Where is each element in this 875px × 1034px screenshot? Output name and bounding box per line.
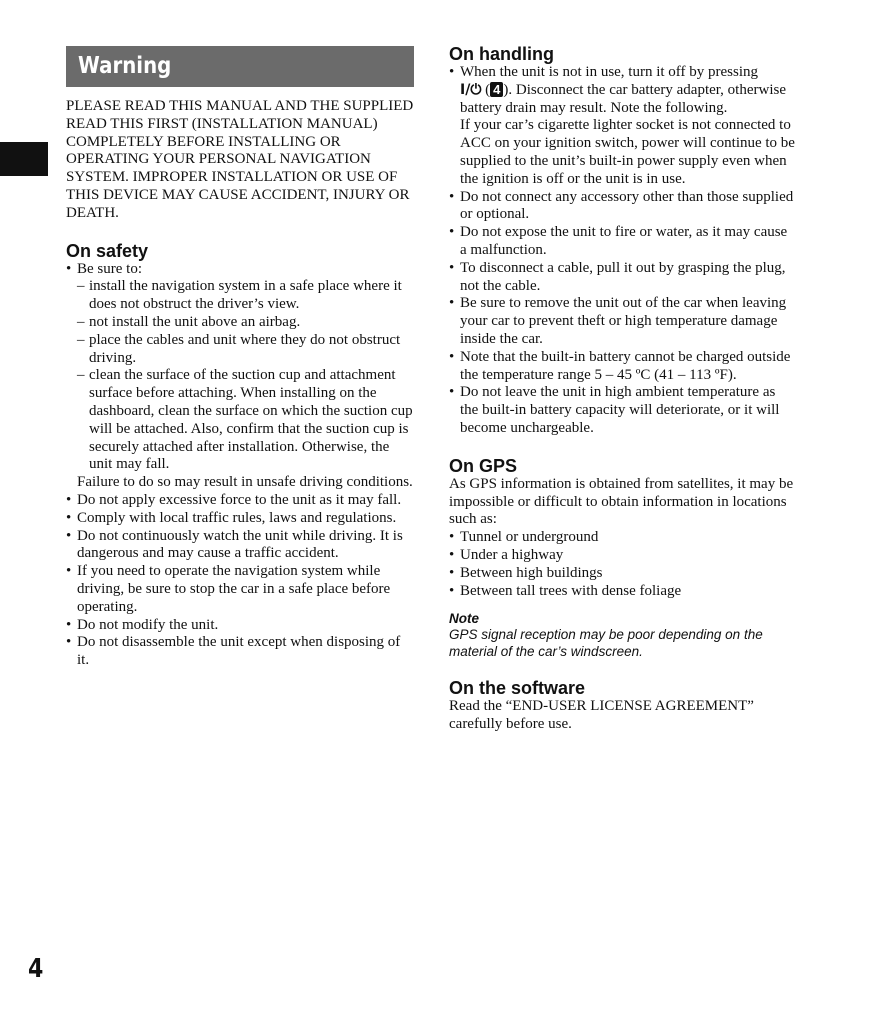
list-item: • Do not leave the unit in high ambient temperature as the built-in battery capacity will deteriorate, or it will become unchargeable. <box>449 384 797 437</box>
note-label: Note <box>449 611 479 627</box>
list-item: • Be sure to: <box>66 261 414 279</box>
section-heading: On handling <box>449 44 554 64</box>
software-text: Read the “END-USER LICENSE AGREEMENT” carefully before use. <box>449 698 754 733</box>
list-item: • Tunnel or underground <box>449 529 797 547</box>
safety-list-more <box>66 492 414 670</box>
handling-list <box>449 64 797 438</box>
section-on-gps <box>449 456 797 661</box>
list-item: • Do not apply excessive force to the unit as it may fall. <box>66 492 414 510</box>
right-column <box>449 44 797 734</box>
section-tab-marker <box>0 142 48 176</box>
key-number-badge: 4 <box>490 82 503 97</box>
note-text: GPS signal reception may be poor depending on the material of the car’s windscreen. <box>449 627 763 659</box>
power-icon: I/⏻ <box>460 81 482 98</box>
failure-text: Failure to do so may result in unsafe driving conditions. <box>77 474 413 491</box>
list-item: • If you need to operate the navigation system while driving, be sure to stop the car in a safe place before operating. <box>66 563 414 616</box>
list-item: • Do not modify the unit. <box>66 617 414 635</box>
section-on-safety <box>66 241 414 670</box>
list-item: • Do not connect any accessory other than those supplied or optional. <box>449 189 797 225</box>
list-item: • Note that the built-in battery cannot be charged outside the temperature range 5 – 45 ºC (41 – 113 ºF). <box>449 349 797 385</box>
section-heading: On GPS <box>449 455 518 476</box>
warning-text: PLEASE READ THIS MANUAL AND THE SUPPLIED READ THIS FIRST (INSTALLATION MANUAL) COMPLETELY BEFORE INSTALLING OR OPERATING YOUR PERSONAL NAVIGATION SYSTEM. IMPROPER INSTALLATION OR USE OF THIS DEVICE MAY CAUSE ACCIDENT, INJURY OR DEATH. <box>66 98 414 221</box>
gps-text: As GPS information is obtained from satellites, it may be impossible or difficult to obtain information in locations such as: <box>449 475 794 528</box>
list-item: • Do not disassemble the unit except when disposing of it. <box>66 634 414 670</box>
list-item: – place the cables and unit where they do not obstruct driving. <box>66 332 414 368</box>
list-item: – install the navigation system in a safe place where it does not obstruct the driver’s view. <box>66 278 414 314</box>
list-item: • Do not expose the unit to fire or water, as it may cause a malfunction. <box>449 224 797 260</box>
left-column <box>66 46 414 670</box>
safety-list <box>66 261 414 279</box>
page-number: 4 <box>28 954 44 984</box>
list-item: • To disconnect a cable, pull it out by grasping the plug, not the cable. <box>449 260 797 296</box>
list-item: • Between tall trees with dense foliage <box>449 583 797 601</box>
list-item: • Between high buildings <box>449 565 797 583</box>
list-item: – not install the unit above an airbag. <box>66 314 414 332</box>
list-item: • Do not continuously watch the unit while driving. It is dangerous and may cause a traffic accident. <box>66 528 414 564</box>
section-on-software <box>449 678 797 734</box>
section-on-handling <box>449 44 797 438</box>
list-item: • Comply with local traffic rules, laws and regulations. <box>66 510 414 528</box>
handling-note: If your car’s cigarette lighter socket is not connected to ACC on your ignition switch, power will continue to be supplied to the unit’s built-in power supply even when the ignition is off or the unit is in use. <box>460 117 795 187</box>
list-item: • When the unit is not in use, turn it off by pressing I/⏻ ( 4 ). Disconnect the car battery adapter, otherwise battery drain may result. Note the following. If your car’s cigarette lighter socket is not connected to ACC on your ignition switch, power will continue to be supplied to the unit’s built-in power supply even when the ignition is off or the unit is in use. <box>449 64 797 189</box>
warning-heading: Warning <box>66 46 414 87</box>
list-item: – clean the surface of the suction cup and attachment surface before attaching. When installing on the dashboard, clean the surface on which the suction cup will be attached. Also, confirm that the suction cup is securely attached after installation. Otherwise, the unit may fall. <box>66 367 414 474</box>
gps-list <box>449 529 797 600</box>
safety-sub-list <box>66 278 414 474</box>
list-item: • Be sure to remove the unit out of the car when leaving your car to prevent theft or high temperature damage inside the car. <box>449 295 797 348</box>
list-item: • Under a highway <box>449 547 797 565</box>
section-heading: On safety <box>66 240 149 261</box>
section-heading: On the software <box>449 678 586 699</box>
